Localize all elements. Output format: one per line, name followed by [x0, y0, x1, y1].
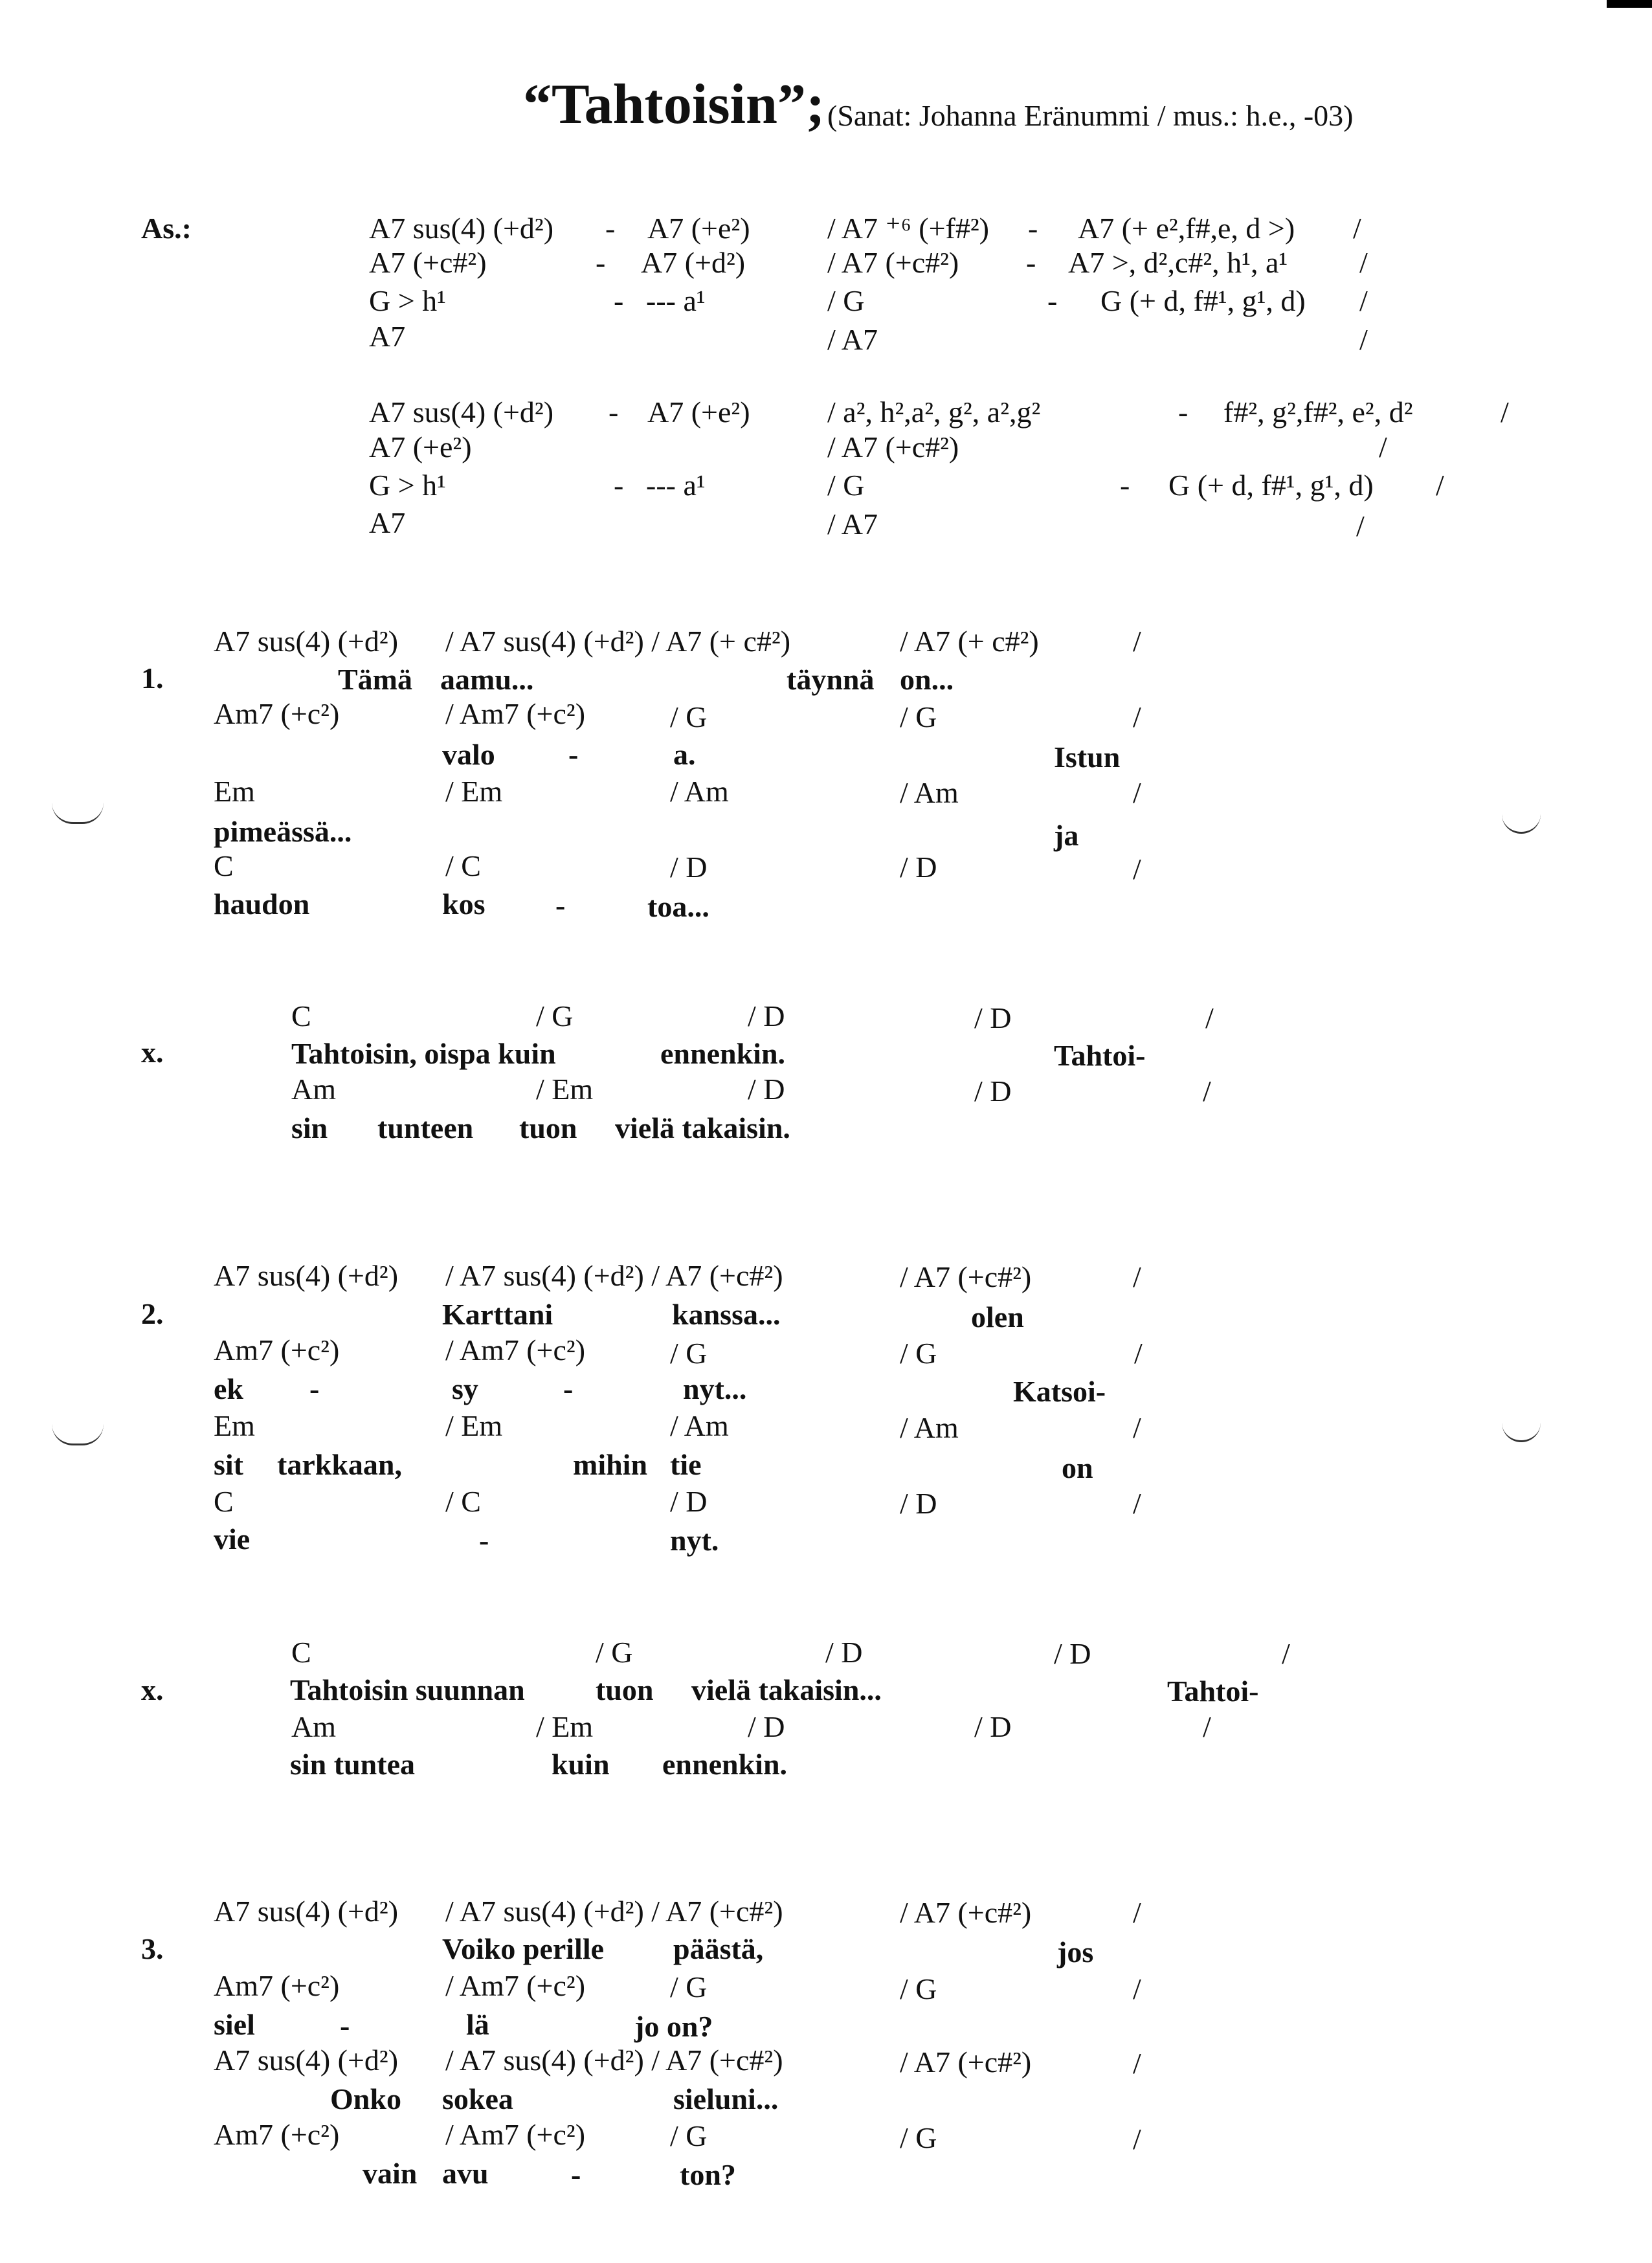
chord: / A7: [827, 507, 878, 541]
chord: / D: [670, 1485, 708, 1518]
chord: / D: [670, 851, 708, 884]
lyric: vie: [214, 1522, 251, 1555]
dash: -: [614, 469, 624, 502]
chord: / Em: [445, 775, 503, 808]
lyric: sin tuntea: [290, 1748, 415, 1781]
scan-edge-mark: [1607, 0, 1652, 8]
lyric: tarkkaan,: [277, 1448, 402, 1481]
chord: G (+ d, f#¹, g¹, d): [1100, 284, 1306, 317]
lyric: Tahtoi-: [1054, 1039, 1146, 1072]
lyric: ek: [214, 1372, 243, 1405]
chord: Am: [291, 1710, 336, 1743]
bar-line: /: [1282, 1637, 1290, 1670]
chord: / Em: [536, 1073, 594, 1106]
lyric: olen: [971, 1300, 1024, 1333]
verse-2-label: 2.: [141, 1297, 164, 1330]
bar-line: /: [1205, 1001, 1214, 1034]
chord: / A7 (+c#²): [900, 2046, 1032, 2079]
chord: / C: [445, 1485, 481, 1518]
bar-line: /: [1133, 1260, 1141, 1293]
lyric: sokea: [442, 2082, 513, 2115]
note: --- a¹: [646, 469, 706, 502]
chord: / Am: [670, 1409, 729, 1442]
lyric: aamu...: [440, 663, 534, 696]
lyric: tuon: [519, 1111, 577, 1144]
bar-line: /: [1133, 1972, 1141, 2005]
chord: / G: [670, 700, 708, 733]
note: --- a¹: [646, 284, 706, 317]
chord: A7 (+e²): [369, 430, 472, 463]
lyric: vain: [363, 2157, 418, 2190]
chord: / G: [827, 284, 865, 317]
dash: -: [614, 284, 624, 317]
chord: / A7 (+c#²): [827, 430, 959, 463]
bar-line: /: [1203, 1710, 1211, 1743]
bar-line: /: [1133, 853, 1141, 886]
chord: A7 sus(4) (+d²): [214, 1259, 399, 1292]
chord: / G: [670, 1970, 708, 2003]
lyric: tunteen: [377, 1111, 474, 1144]
chord: A7 sus(4) (+d²): [214, 2044, 399, 2077]
lyric: on: [1062, 1451, 1093, 1484]
chord: / Am7 (+c²): [445, 697, 586, 730]
verse-3-label: 3.: [141, 1932, 164, 1965]
chord: / Am: [670, 775, 729, 808]
lyric: jo on?: [634, 2010, 713, 2043]
lyric: mihin: [573, 1448, 648, 1481]
lyric: -: [340, 2009, 350, 2042]
lyric: sieluni...: [673, 2082, 779, 2115]
bar-line: /: [1359, 284, 1368, 317]
bar-line: /: [1133, 776, 1141, 809]
chord: / D: [974, 1710, 1012, 1743]
lyric: lä: [466, 2008, 489, 2041]
bar-line: /: [1353, 212, 1361, 245]
song-credits: (Sanat: Johanna Eränummi / mus.: h.e., -03): [827, 99, 1354, 132]
lyric: sit: [214, 1448, 243, 1481]
lyric: sin: [291, 1111, 328, 1144]
dash: -: [1026, 246, 1036, 279]
chord: Am7 (+c²): [214, 1969, 340, 2002]
lyric: jos: [1057, 1935, 1094, 1968]
chord: / A7: [827, 323, 878, 356]
bar-line: /: [1436, 469, 1444, 502]
bar-line: /: [1133, 625, 1141, 658]
chord: / D: [974, 1001, 1012, 1034]
chord: Em: [214, 775, 255, 808]
dash: -: [1028, 212, 1038, 245]
intro-label: As.:: [141, 212, 192, 245]
lyric: pimeässä...: [214, 815, 352, 848]
lyric: täynnä: [787, 663, 875, 696]
chord: A7 sus(4) (+d²): [369, 396, 554, 429]
chord: / G: [827, 469, 865, 502]
chord: G (+ d, f#¹, g¹, d): [1168, 469, 1374, 502]
chord: / Em: [445, 1409, 503, 1442]
chord: A7 (+ e²,f#,e, d >): [1078, 212, 1295, 245]
lyric: Onko: [330, 2082, 401, 2115]
lyric: Tahtoisin, oispa kuin: [291, 1037, 556, 1070]
chord: / A7 sus(4) (+d²) / A7 (+c#²): [445, 1895, 783, 1928]
chord: G > h¹: [369, 284, 446, 317]
lyric: valo: [442, 738, 495, 771]
lyric: ton?: [680, 2158, 736, 2191]
note-run: f#², g²,f#², e², d²: [1223, 396, 1413, 429]
chord: A7 (+d²): [641, 246, 746, 279]
chord: Em: [214, 1409, 255, 1442]
punch-hole-mark: [52, 1424, 104, 1445]
chord: / G: [596, 1636, 633, 1669]
lyric: haudon: [214, 887, 310, 920]
song-title: “Tahtoisin”;: [523, 73, 825, 136]
dash: -: [1178, 396, 1189, 429]
bar-line: /: [1359, 246, 1368, 279]
chord: / D: [748, 1073, 785, 1106]
chord: Am7 (+c²): [214, 2118, 340, 2151]
chord: A7 >, d²,c#², h¹, a¹: [1068, 246, 1288, 279]
dash: -: [608, 396, 619, 429]
chord: / G: [900, 2121, 937, 2154]
chord: / G: [900, 1337, 937, 1370]
chord: / Am7 (+c²): [445, 2118, 586, 2151]
bar-line: /: [1133, 700, 1141, 733]
lyric: -: [309, 1372, 320, 1405]
lyric: -: [571, 2158, 581, 2191]
bar-line: /: [1134, 1337, 1143, 1370]
chord: / A7 (+c#²): [900, 1896, 1032, 1929]
lyric: Katsoi-: [1013, 1375, 1106, 1408]
chord: Am7 (+c²): [214, 1333, 340, 1366]
punch-hole-mark: [1502, 812, 1541, 834]
chord: Am: [291, 1073, 336, 1106]
bar-line: /: [1359, 323, 1368, 356]
note-run: / a², h²,a², g², a²,g²: [827, 396, 1041, 429]
lyric: vielä takaisin...: [691, 1673, 882, 1706]
lyric: vielä takaisin.: [615, 1111, 790, 1144]
bar-line: /: [1203, 1075, 1211, 1108]
chord: / A7 sus(4) (+d²) / A7 (+c#²): [445, 2044, 783, 2077]
lyric: on...: [900, 663, 954, 696]
chord: / D: [825, 1636, 863, 1669]
bar-line: /: [1133, 1896, 1141, 1929]
chord: / A7 sus(4) (+d²) / A7 (+c#²): [445, 1259, 783, 1292]
lyric: siel: [214, 2008, 255, 2041]
chord: / D: [974, 1075, 1012, 1108]
bar-line: /: [1133, 1411, 1141, 1444]
bar-line: /: [1356, 509, 1365, 542]
lyric: ja: [1054, 819, 1079, 852]
lyric: kos: [442, 887, 486, 920]
chord: A7 (+e²): [647, 212, 750, 245]
chord: / Am7 (+c²): [445, 1333, 586, 1366]
chord: Am7 (+c²): [214, 697, 340, 730]
chord: / Am: [900, 776, 959, 809]
bar-line: /: [1133, 2047, 1141, 2080]
lyric: nyt...: [683, 1372, 747, 1405]
chord: A7 (+e²): [647, 396, 750, 429]
lyric: tie: [670, 1448, 702, 1481]
lyric: nyt.: [670, 1524, 719, 1557]
chord: A7: [369, 506, 406, 539]
lyric: Karttani: [442, 1298, 553, 1331]
chord: / Am7 (+c²): [445, 1969, 586, 2002]
lyric: Tahtoi-: [1167, 1675, 1259, 1708]
chord: G > h¹: [369, 469, 446, 502]
dash: -: [1120, 469, 1130, 502]
lyric: -: [568, 738, 579, 771]
chord: / G: [900, 1972, 937, 2005]
chord: / A7 (+ c#²): [900, 625, 1039, 658]
chord: / G: [536, 999, 574, 1032]
chord: A7 sus(4) (+d²): [369, 212, 554, 245]
chord: / D: [748, 1710, 785, 1743]
bar-line: /: [1379, 430, 1387, 463]
bar-line: /: [1133, 2123, 1141, 2156]
chord: C: [214, 1485, 234, 1518]
chord: / A7 (+c#²): [900, 1260, 1032, 1293]
verse-1-label: 1.: [141, 662, 164, 695]
chord: C: [291, 1636, 311, 1669]
chord: / A7 (+c#²): [827, 246, 959, 279]
lyric: tuon: [596, 1673, 654, 1706]
chord: / G: [670, 2119, 708, 2152]
lyric: Tämä: [338, 663, 412, 696]
chord: / Am: [900, 1411, 959, 1444]
lyric: a.: [673, 738, 696, 771]
chord: A7 (+c#²): [369, 246, 487, 279]
lyric: toa...: [647, 890, 709, 923]
lyric: ennenkin.: [660, 1037, 786, 1070]
lyric: Voiko perille: [442, 1932, 605, 1965]
chord: / G: [670, 1337, 708, 1370]
lyric: -: [563, 1372, 574, 1405]
bar-line: /: [1501, 396, 1509, 429]
punch-hole-mark: [52, 803, 104, 824]
chord: / D: [748, 999, 785, 1032]
bar-line: /: [1133, 1487, 1141, 1520]
chord: / Em: [536, 1710, 594, 1743]
chorus-1-label: x.: [141, 1036, 164, 1069]
lyric: kuin: [552, 1748, 610, 1781]
chord: C: [214, 849, 234, 882]
chord: A7 sus(4) (+d²): [214, 625, 399, 658]
lyric: ennenkin.: [662, 1748, 788, 1781]
chord: / A7 ⁺⁶ (+f#²): [827, 212, 989, 245]
dash: -: [605, 212, 616, 245]
chord: A7: [369, 320, 406, 353]
chord: / D: [1054, 1637, 1091, 1670]
lyric: avu: [442, 2157, 489, 2190]
lyric: Istun: [1054, 741, 1121, 774]
lyric: Tahtoisin suunnan: [290, 1673, 525, 1706]
lyric: päästä,: [673, 1932, 764, 1965]
chord: / C: [445, 849, 481, 882]
chord: / D: [900, 1487, 937, 1520]
lyric: kanssa...: [672, 1298, 781, 1331]
lyric: sy: [452, 1372, 478, 1405]
chord: A7 sus(4) (+d²): [214, 1895, 399, 1928]
dash: -: [596, 246, 606, 279]
lyric: -: [555, 889, 566, 922]
chord: / A7 sus(4) (+d²) / A7 (+ c#²): [445, 625, 791, 658]
chord: / G: [900, 700, 937, 733]
lyric: -: [479, 1524, 489, 1557]
punch-hole-mark: [1502, 1421, 1541, 1442]
chord: / D: [900, 851, 937, 884]
chorus-2-label: x.: [141, 1673, 164, 1706]
dash: -: [1047, 284, 1058, 317]
chord: C: [291, 999, 311, 1032]
